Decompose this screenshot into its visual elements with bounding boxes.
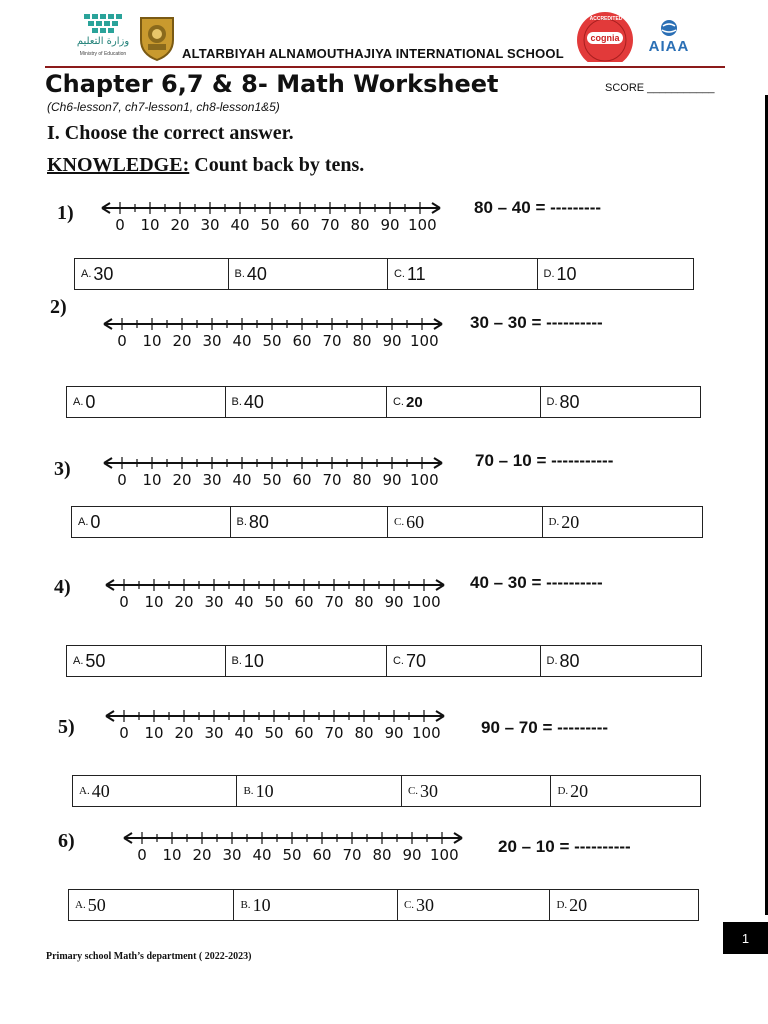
answer-option-c[interactable] xyxy=(398,890,551,920)
number-line-label: 60 xyxy=(312,846,332,864)
aiaa-text: AIAA xyxy=(648,38,690,55)
number-line-label: 70 xyxy=(324,724,344,742)
number-line-label: 30 xyxy=(202,332,222,350)
option-value: 30 xyxy=(420,780,439,801)
number-line xyxy=(122,826,464,866)
number-line-label: 10 xyxy=(140,216,160,234)
option-letter: A. xyxy=(73,655,84,667)
option-value: 30 xyxy=(93,263,114,284)
number-line-label: 40 xyxy=(234,593,254,611)
answer-option-d[interactable] xyxy=(543,507,702,537)
number-line-label: 40 xyxy=(230,216,250,234)
answer-option-d[interactable] xyxy=(538,259,694,289)
option-letter: A. xyxy=(79,785,90,797)
page-number: 1 xyxy=(723,922,768,954)
option-value: 50 xyxy=(87,894,106,915)
answer-option-a[interactable] xyxy=(69,890,234,920)
option-value: 80 xyxy=(248,511,269,532)
answer-options xyxy=(66,645,702,677)
equation: 40 – 30 = ---------- xyxy=(470,573,603,592)
option-value: 10 xyxy=(243,650,264,671)
equation: 80 – 40 = --------- xyxy=(474,198,602,217)
number-line-label: 100 xyxy=(412,593,441,611)
option-value: 40 xyxy=(246,263,267,284)
question-number: 4) xyxy=(54,576,71,598)
answer-options xyxy=(71,506,703,538)
number-line-label: 20 xyxy=(172,471,192,489)
number-line-label: 60 xyxy=(294,724,314,742)
option-value: 10 xyxy=(556,263,577,284)
equation: 30 – 30 = ---------- xyxy=(470,313,603,332)
option-letter: A. xyxy=(75,899,86,911)
answer-option-a[interactable] xyxy=(73,776,237,806)
number-line-label: 0 xyxy=(115,216,125,234)
number-line-label: 70 xyxy=(342,846,362,864)
number-line-label: 50 xyxy=(282,846,302,864)
answer-options xyxy=(66,386,701,418)
number-line-label: 10 xyxy=(142,471,162,489)
number-line-label: 50 xyxy=(262,332,282,350)
answer-option-a[interactable] xyxy=(67,387,226,417)
equation: 90 – 70 = --------- xyxy=(481,718,609,737)
option-value: 40 xyxy=(91,780,110,801)
aiaa-logo xyxy=(643,18,695,60)
number-line-label: 10 xyxy=(162,846,182,864)
number-line-label: 90 xyxy=(380,216,400,234)
answer-option-c[interactable] xyxy=(387,646,541,676)
number-line-label: 0 xyxy=(117,332,127,350)
answer-options xyxy=(68,889,699,921)
answer-option-d[interactable] xyxy=(541,387,701,417)
number-line-label: 90 xyxy=(382,332,402,350)
option-value: 80 xyxy=(559,650,580,671)
section-heading: I. Choose the correct answer. xyxy=(47,122,294,144)
school-name: ALTARBIYAH ALNAMOUTHAJIYA INTERNATIONAL SCHOOL xyxy=(182,46,564,61)
number-line-label: 30 xyxy=(202,471,222,489)
knowledge-text: Count back by tens. xyxy=(189,154,365,176)
number-line-label: 20 xyxy=(170,216,190,234)
question-number: 3) xyxy=(54,458,71,480)
number-line-label: 80 xyxy=(354,724,374,742)
number-line-label: 100 xyxy=(408,216,437,234)
number-line xyxy=(102,451,444,491)
footer-text: Primary school Math’s department ( 2022-2023) xyxy=(46,951,252,962)
worksheet-subtitle: (Ch6-lesson7, ch7-lesson1, ch8-lesson1&5) xyxy=(47,100,280,114)
option-letter: D. xyxy=(546,396,558,408)
number-line-label: 20 xyxy=(192,846,212,864)
header-rule xyxy=(45,66,725,68)
number-line-label: 0 xyxy=(119,593,129,611)
number-line-label: 90 xyxy=(384,724,404,742)
number-line-label: 30 xyxy=(200,216,220,234)
moe-english-text: Ministry of Education xyxy=(79,51,127,57)
number-line-label: 20 xyxy=(174,593,194,611)
cognia-text: cognia xyxy=(590,33,620,43)
option-letter: B. xyxy=(240,899,251,911)
number-line-label: 70 xyxy=(320,216,340,234)
option-letter: C. xyxy=(394,516,405,528)
cognia-ring-text: ACCREDITED xyxy=(589,16,623,22)
number-line-label: 70 xyxy=(322,471,342,489)
answer-options xyxy=(72,775,701,807)
answer-options xyxy=(74,258,694,290)
number-line xyxy=(104,704,446,744)
option-value: 30 xyxy=(416,894,435,915)
school-emblem-logo xyxy=(137,14,177,62)
option-letter: D. xyxy=(546,655,558,667)
option-value: 60 xyxy=(406,511,425,532)
answer-option-a[interactable] xyxy=(72,507,231,537)
option-letter: D. xyxy=(556,899,568,911)
option-value: 11 xyxy=(406,263,426,284)
number-line-label: 30 xyxy=(222,846,242,864)
answer-option-b[interactable] xyxy=(226,387,387,417)
number-line-label: 80 xyxy=(350,216,370,234)
number-line-label: 0 xyxy=(117,471,127,489)
option-letter: C. xyxy=(392,396,404,408)
number-line-label: 80 xyxy=(354,593,374,611)
number-line-label: 60 xyxy=(292,471,312,489)
number-line-label: 60 xyxy=(294,593,314,611)
answer-option-a[interactable] xyxy=(75,259,229,289)
option-letter: B. xyxy=(236,516,247,528)
option-value: 10 xyxy=(255,780,274,801)
equation: 70 – 10 = ----------- xyxy=(475,451,614,470)
answer-option-b[interactable] xyxy=(226,646,387,676)
option-value: 20 xyxy=(569,894,588,915)
number-line-label: 80 xyxy=(352,471,372,489)
option-value: 20 xyxy=(561,511,580,532)
question-number: 1) xyxy=(57,202,74,224)
option-letter: D. xyxy=(548,516,560,528)
answer-option-a[interactable] xyxy=(67,646,226,676)
number-line-label: 80 xyxy=(372,846,392,864)
number-line-label: 90 xyxy=(382,471,402,489)
answer-option-c[interactable] xyxy=(388,259,538,289)
number-line-label: 40 xyxy=(232,471,252,489)
answer-option-d[interactable] xyxy=(541,646,701,676)
answer-option-c[interactable] xyxy=(388,507,543,537)
equation: 20 – 10 = ---------- xyxy=(498,837,631,856)
number-line-label: 0 xyxy=(137,846,147,864)
answer-option-b[interactable] xyxy=(234,890,397,920)
option-letter: D. xyxy=(557,785,569,797)
number-line-label: 50 xyxy=(264,724,284,742)
number-line-label: 20 xyxy=(172,332,192,350)
option-letter: D. xyxy=(543,268,555,280)
score-label: SCORE ___________ xyxy=(605,82,715,94)
number-line-label: 90 xyxy=(402,846,422,864)
number-line-label: 60 xyxy=(292,332,312,350)
number-line xyxy=(100,196,442,236)
number-line-label: 50 xyxy=(260,216,280,234)
number-line-label: 10 xyxy=(142,332,162,350)
number-line-label: 10 xyxy=(144,724,164,742)
answer-option-c[interactable] xyxy=(387,387,541,417)
option-letter: C. xyxy=(392,655,404,667)
option-letter: A. xyxy=(81,268,92,280)
option-value: 80 xyxy=(559,391,580,412)
option-letter: B. xyxy=(234,268,245,280)
option-letter: C. xyxy=(407,785,419,797)
option-value: 0 xyxy=(85,391,96,412)
option-value: 0 xyxy=(90,511,101,532)
option-value: 70 xyxy=(405,650,427,671)
number-line-label: 30 xyxy=(204,724,224,742)
ministry-of-education-logo xyxy=(72,12,134,62)
knowledge-heading xyxy=(47,154,364,177)
answer-option-c[interactable] xyxy=(402,776,552,806)
option-value: 40 xyxy=(243,391,264,412)
number-line-label: 40 xyxy=(234,724,254,742)
answer-option-d[interactable] xyxy=(551,776,700,806)
number-line-label: 70 xyxy=(324,593,344,611)
answer-option-b[interactable] xyxy=(231,507,389,537)
option-letter: B. xyxy=(231,396,242,408)
number-line-label: 50 xyxy=(264,593,284,611)
worksheet-title: Chapter 6,7 & 8- Math Worksheet xyxy=(45,70,499,98)
option-letter: B. xyxy=(243,785,254,797)
option-value: 20 xyxy=(405,393,423,411)
number-line-label: 40 xyxy=(252,846,272,864)
knowledge-label: KNOWLEDGE: xyxy=(47,154,190,176)
option-value: 20 xyxy=(570,780,589,801)
number-line-label: 10 xyxy=(144,593,164,611)
option-value: 10 xyxy=(252,894,271,915)
question-number: 5) xyxy=(58,716,75,738)
number-line-label: 50 xyxy=(262,471,282,489)
number-line-label: 80 xyxy=(352,332,372,350)
answer-option-b[interactable] xyxy=(229,259,388,289)
number-line-label: 100 xyxy=(410,471,439,489)
answer-option-b[interactable] xyxy=(237,776,401,806)
number-line-label: 30 xyxy=(204,593,224,611)
option-letter: C. xyxy=(403,899,415,911)
option-letter: B. xyxy=(231,655,242,667)
option-letter: C. xyxy=(393,268,405,280)
option-letter: A. xyxy=(78,516,89,528)
number-line-label: 60 xyxy=(290,216,310,234)
question-number: 6) xyxy=(58,830,75,852)
number-line-label: 100 xyxy=(412,724,441,742)
number-line-label: 100 xyxy=(410,332,439,350)
number-line-label: 0 xyxy=(119,724,129,742)
option-value: 50 xyxy=(85,650,106,671)
cognia-accreditation-logo xyxy=(575,12,639,62)
number-line-label: 90 xyxy=(384,593,404,611)
option-letter: A. xyxy=(73,396,84,408)
number-line-label: 20 xyxy=(174,724,194,742)
answer-option-d[interactable] xyxy=(550,890,698,920)
number-line xyxy=(104,573,446,613)
number-line-label: 100 xyxy=(430,846,459,864)
question-number: 2) xyxy=(50,296,67,318)
number-line-label: 70 xyxy=(322,332,342,350)
number-line-label: 40 xyxy=(232,332,252,350)
number-line xyxy=(102,312,444,352)
moe-arabic-text: وزارة التعليم xyxy=(76,36,130,47)
